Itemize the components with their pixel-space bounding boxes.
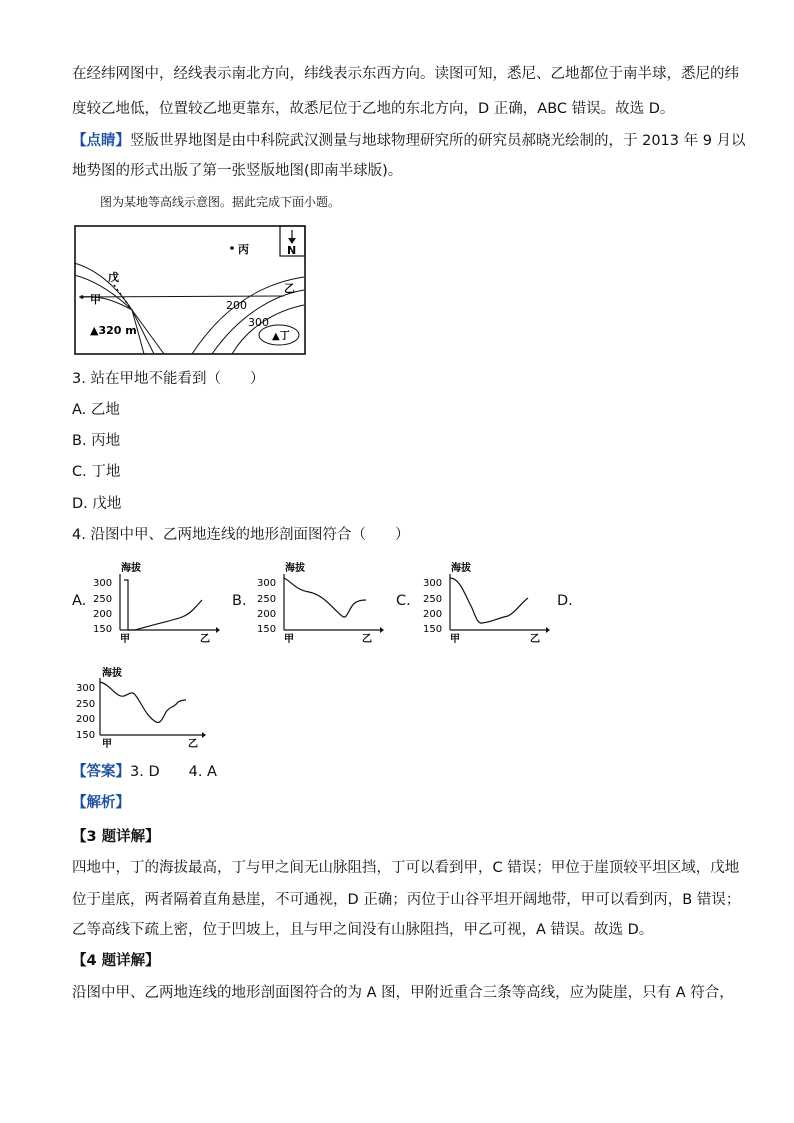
svg-text:乙: 乙	[530, 634, 540, 645]
profile-b	[254, 560, 384, 645]
svg-text:乙: 乙	[188, 739, 198, 750]
contour-200: 200	[226, 299, 247, 312]
q3-option-d: D. 戊地	[72, 496, 122, 512]
svg-text:海拔: 海拔	[102, 668, 122, 679]
q3-stem: 3. 站在甲地不能看到（ ）	[72, 371, 265, 387]
q4-letter-c: C.	[396, 593, 411, 609]
q3-detail-line-2: 位于崖底，两者隔着直角悬崖，不可通视，D 正确；丙位于山谷平坦开阔地带，甲可以看到丙，B 错误；	[72, 892, 741, 908]
tip-tag: 【点睛】	[72, 133, 130, 149]
svg-text:海拔: 海拔	[121, 563, 141, 574]
svg-text:150: 150	[423, 624, 443, 635]
q3-option-b: B. 丙地	[72, 433, 121, 449]
svg-text:300: 300	[423, 578, 443, 589]
profile-a	[90, 560, 220, 645]
svg-text:250: 250	[93, 594, 113, 605]
answer-text: 3. D 4. A	[130, 764, 217, 780]
map-label-jia: 甲	[90, 293, 101, 306]
svg-text:300: 300	[76, 683, 96, 694]
svg-text:150: 150	[257, 624, 277, 635]
q4-stem: 4. 沿图中甲、乙两地连线的地形剖面图符合（ ）	[72, 527, 410, 543]
map-label-ding: ▲丁	[272, 331, 290, 342]
q3-detail-tag: 【3 题详解】	[72, 829, 160, 845]
svg-text:200: 200	[76, 714, 96, 725]
svg-text:300: 300	[257, 578, 277, 589]
intro-line-2: 度较乙地低，位置较乙地更靠东，故悉尼位于乙地的东北方向，D 正确，ABC 错误。故选 D。	[72, 101, 675, 117]
analysis-tag: 【解析】	[72, 795, 130, 811]
figure-caption: 图为某地等高线示意图。据此完成下面小题。	[100, 195, 341, 209]
svg-text:200: 200	[423, 609, 443, 620]
svg-text:甲: 甲	[120, 634, 130, 645]
map-label-yi: 乙	[284, 282, 295, 295]
q4-detail-tag: 【4 题详解】	[72, 953, 160, 969]
peak-label: ▲320 m	[90, 324, 137, 337]
contour-300: 300	[248, 316, 269, 329]
svg-text:250: 250	[423, 594, 443, 605]
north-label: N	[287, 244, 297, 257]
svg-text:150: 150	[76, 730, 96, 741]
svg-text:乙: 乙	[362, 634, 372, 645]
svg-text:甲: 甲	[450, 634, 460, 645]
q3-detail-line-1: 四地中，丁的海拔最高，丁与甲之间无山脉阻挡，丁可以看到甲，C 错误；甲位于崖顶较平坦区域，戊地	[72, 860, 740, 876]
svg-text:250: 250	[257, 594, 277, 605]
svg-text:200: 200	[93, 609, 113, 620]
q3-option-a: A. 乙地	[72, 402, 120, 418]
svg-text:海拔: 海拔	[285, 563, 305, 574]
q4-letter-d: D.	[557, 593, 573, 609]
svg-text:300: 300	[93, 578, 113, 589]
svg-text:200: 200	[257, 609, 277, 620]
svg-text:乙: 乙	[200, 634, 210, 645]
q3-detail-line-3: 乙等高线下疏上密，位于凹坡上，且与甲之间没有山脉阻挡，甲乙可视，A 错误。故选 D。	[72, 922, 654, 938]
svg-text:250: 250	[76, 699, 96, 710]
map-label-wu: 戊	[108, 271, 119, 284]
profile-d	[74, 662, 214, 750]
q3-option-c: C. 丁地	[72, 464, 121, 480]
tip-line-1	[72, 131, 746, 151]
q4-detail-line-1: 沿图中甲、乙两地连线的地形剖面图符合的为 A 图，甲附近重合三条等高线，应为陡崖，只有 A 符合，	[72, 985, 734, 1001]
map-label-bing: 丙	[238, 243, 249, 256]
q4-letter-a: A.	[72, 593, 87, 609]
tip-text-1: 竖版世界地图是由中科院武汉测量与地球物理研究所的研究员郝晓光绘制的，于 2013 年 9 月以	[130, 133, 746, 149]
intro-line-1: 在经纬网图中，经线表示南北方向，纬线表示东西方向。读图可知，悉尼、乙地都位于南半球，悉尼的纬	[72, 66, 739, 82]
svg-text:150: 150	[93, 624, 113, 635]
svg-text:甲: 甲	[102, 739, 112, 750]
svg-text:海拔: 海拔	[451, 563, 471, 574]
tip-line-2: 地势图的形式出版了第一张竖版地图(即南半球版)。	[72, 163, 403, 179]
answer-tag: 【答案】	[72, 764, 130, 780]
q4-letter-b: B.	[232, 593, 247, 609]
answer-line	[72, 762, 217, 782]
profile-c	[420, 560, 550, 645]
svg-text:甲: 甲	[284, 634, 294, 645]
contour-map	[74, 225, 306, 355]
